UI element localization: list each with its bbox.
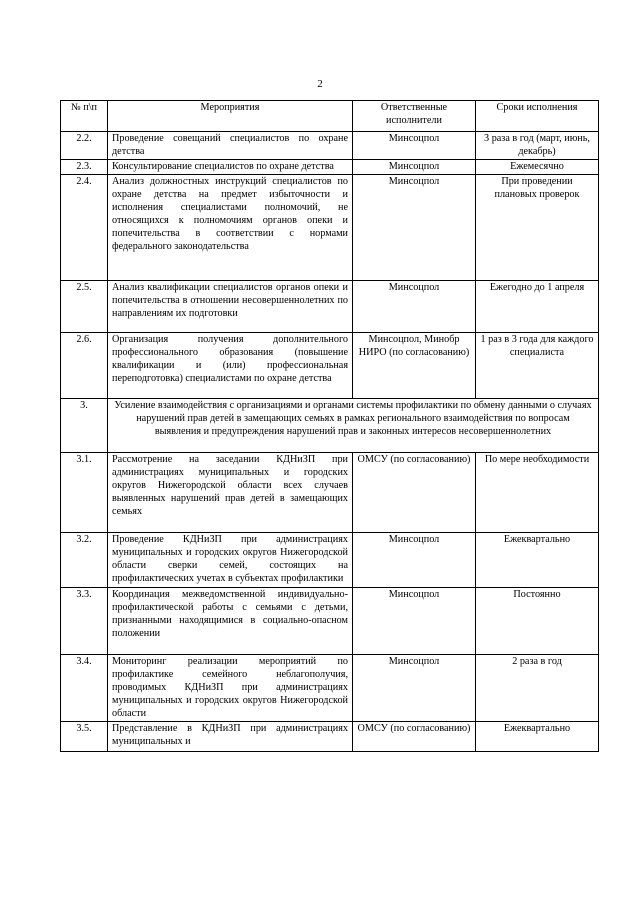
row-activity: Мониторинг реализации мероприятий по профилактике семейного неблагополучия, проводимых КДНиЗП при администрациях муниципальных и городских округов Нижегородской области — [108, 655, 353, 722]
table-row — [61, 132, 599, 160]
header-deadline: Сроки исполнения — [476, 101, 599, 132]
row-deadline: Ежеквартально — [476, 722, 599, 752]
row-deadline: 1 раз в 3 года для каждого специалиста — [476, 333, 599, 399]
table-row — [61, 453, 599, 533]
row-responsible: Минсоцпол — [353, 132, 476, 160]
measures-table — [60, 100, 599, 752]
row-deadline: Постоянно — [476, 588, 599, 655]
table-row — [61, 160, 599, 175]
row-deadline: По мере необходимости — [476, 453, 599, 533]
table-row — [61, 533, 599, 588]
row-responsible: Минсоцпол — [353, 533, 476, 588]
table-row — [61, 722, 599, 752]
row-responsible: Минсоцпол — [353, 160, 476, 175]
row-deadline: Ежегодно до 1 апреля — [476, 281, 599, 333]
row-activity: Организация получения дополнительного профессионального образования (повышение квалификации и (или) профессиональная переподготовка) специалистами по охране детства — [108, 333, 353, 399]
row-activity: Координация межведомственной индивидуально-профилактической работы с семьями с детьми, признанными находящимися в социально-опасном положении — [108, 588, 353, 655]
row-deadline: 3 раза в год (март, июнь, декабрь) — [476, 132, 599, 160]
row-responsible: Минсоцпол — [353, 175, 476, 281]
table-body — [61, 132, 599, 752]
row-deadline: 2 раза в год — [476, 655, 599, 722]
section-number: 3. — [61, 399, 108, 453]
row-number: 2.4. — [61, 175, 108, 281]
row-number: 2.2. — [61, 132, 108, 160]
page-number: 2 — [317, 78, 323, 90]
row-number: 3.2. — [61, 533, 108, 588]
header-activity: Мероприятия — [108, 101, 353, 132]
row-activity: Анализ должностных инструкций специалистов по охране детства на предмет избыточности и исполнения специалистами полномочий, не относящихся к полномочиям органов опеки и попечительства в соответствии с нормами федерального законодательства — [108, 175, 353, 281]
row-responsible: Минсоцпол — [353, 588, 476, 655]
row-responsible: ОМСУ (по согласованию) — [353, 722, 476, 752]
row-responsible: Минсоцпол, Минобр НИРО (по согласованию) — [353, 333, 476, 399]
table-row — [61, 281, 599, 333]
row-responsible: Минсоцпол — [353, 281, 476, 333]
row-activity: Анализ квалификации специалистов органов опеки и попечительства в отношении несовершеннолетних по направлениям их подготовки — [108, 281, 353, 333]
row-activity: Консультирование специалистов по охране детства — [108, 160, 353, 175]
row-activity: Представление в КДНиЗП при администрациях муниципальных и — [108, 722, 353, 752]
section-title: Усиление взаимодействия с организациями и органами системы профилактики по обмену данными о случаях нарушений прав детей в замещающих семьях в рамках регионального взаимодействия по вопросам выявления и предупреждения нарушений прав и законных интересов несовершеннолетних — [108, 399, 599, 453]
row-number: 2.5. — [61, 281, 108, 333]
row-deadline: Ежемесячно — [476, 160, 599, 175]
row-number: 3.4. — [61, 655, 108, 722]
row-number: 3.5. — [61, 722, 108, 752]
row-deadline: Ежеквартально — [476, 533, 599, 588]
table-row — [61, 588, 599, 655]
table-row — [61, 175, 599, 281]
row-number: 2.3. — [61, 160, 108, 175]
row-deadline: При проведении плановых проверок — [476, 175, 599, 281]
row-responsible: ОМСУ (по согласованию) — [353, 453, 476, 533]
row-number: 3.1. — [61, 453, 108, 533]
row-activity: Проведение КДНиЗП при администрациях муниципальных и городских округов Нижегородской области сверки семей, состоящих на профилактических учетах в субъектах профилактики — [108, 533, 353, 588]
section-row — [61, 399, 599, 453]
table-row — [61, 333, 599, 399]
header-responsible: Ответственные исполнители — [353, 101, 476, 132]
row-number: 2.6. — [61, 333, 108, 399]
table-row — [61, 655, 599, 722]
row-activity: Рассмотрение на заседании КДНиЗП при администрациях муниципальных и городских округов Нижегородской области всех случаев выявленных нарушений прав детей в замещающих семьях — [108, 453, 353, 533]
table-header-row — [61, 101, 599, 132]
row-activity: Проведение совещаний специалистов по охране детства — [108, 132, 353, 160]
header-number: № п\п — [61, 101, 108, 132]
row-responsible: Минсоцпол — [353, 655, 476, 722]
row-number: 3.3. — [61, 588, 108, 655]
